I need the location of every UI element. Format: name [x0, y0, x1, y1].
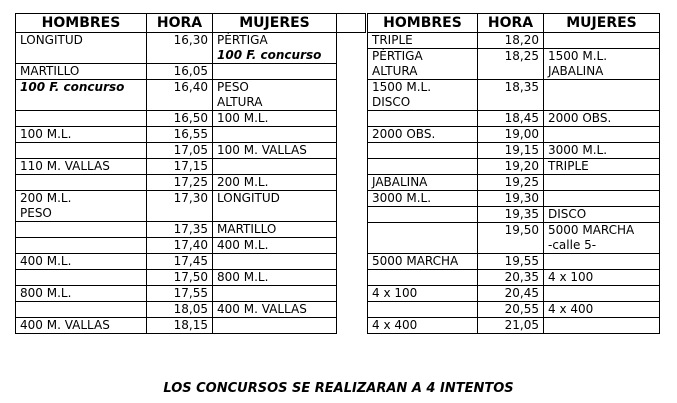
time-cell: 16,50 [147, 111, 213, 127]
time-cell: 18,20 [478, 33, 544, 49]
women-event-cell: 400 M.L. [213, 238, 337, 254]
men-event-cell [16, 143, 147, 159]
time-cell: 18,45 [478, 111, 544, 127]
table-row [368, 191, 660, 207]
time-cell: 18,35 [478, 80, 544, 111]
table-row [16, 80, 337, 111]
men-event-cell [368, 302, 478, 318]
women-event-cell: DISCO [544, 207, 660, 223]
table-row [368, 175, 660, 191]
women-event-cell: 200 M.L. [213, 175, 337, 191]
schedule-table-left [15, 13, 337, 334]
table-row [16, 143, 337, 159]
men-event-cell [368, 143, 478, 159]
women-event-cell [544, 127, 660, 143]
time-cell: 19,35 [478, 207, 544, 223]
time-cell: 17,15 [147, 159, 213, 175]
schedule-table-right [367, 13, 660, 334]
men-event-cell: 1500 M.L. DISCO [368, 80, 478, 111]
women-event-cell: MARTILLO [213, 222, 337, 238]
time-cell: 17,25 [147, 175, 213, 191]
men-event-cell [368, 159, 478, 175]
schedule-body-left [16, 33, 337, 334]
table-row [368, 80, 660, 111]
time-cell: 20,45 [478, 286, 544, 302]
men-event-cell: 400 M. VALLAS [16, 318, 147, 334]
men-event-cell: 100 F. concurso [16, 80, 147, 111]
men-event-cell [16, 238, 147, 254]
time-cell: 17,30 [147, 191, 213, 222]
header-women: MUJERES [544, 14, 660, 33]
men-event-cell: JABALINA [368, 175, 478, 191]
time-cell: 18,05 [147, 302, 213, 318]
men-event-cell [16, 222, 147, 238]
table-row [16, 191, 337, 222]
men-event-cell: 3000 M.L. [368, 191, 478, 207]
men-event-cell: 5000 MARCHA [368, 254, 478, 270]
women-event-cell [544, 191, 660, 207]
women-event-cell: 1500 M.L. JABALINA [544, 49, 660, 80]
table-row [16, 270, 337, 286]
time-cell: 17,55 [147, 286, 213, 302]
table-row [16, 175, 337, 191]
men-event-cell [16, 302, 147, 318]
header-women: MUJERES [213, 14, 337, 33]
women-event-cell: 800 M.L. [213, 270, 337, 286]
women-event-cell [544, 254, 660, 270]
time-cell: 18,15 [147, 318, 213, 334]
women-event-cell [544, 286, 660, 302]
table-row [368, 127, 660, 143]
men-event-cell: 110 M. VALLAS [16, 159, 147, 175]
men-event-cell: MARTILLO [16, 64, 147, 80]
header-time: HORA [478, 14, 544, 33]
men-event-cell: TRIPLE [368, 33, 478, 49]
table-row [368, 286, 660, 302]
time-cell: 19,25 [478, 175, 544, 191]
table-row [368, 33, 660, 49]
table-row [368, 302, 660, 318]
women-event-cell: 5000 MARCHA -calle 5- [544, 223, 660, 254]
time-cell: 17,05 [147, 143, 213, 159]
men-event-cell [368, 111, 478, 127]
women-event-cell: LONGITUD [213, 191, 337, 222]
women-event-cell: PESO ALTURA [213, 80, 337, 111]
time-cell: 17,50 [147, 270, 213, 286]
women-event-cell [213, 127, 337, 143]
header-men: HOMBRES [368, 14, 478, 33]
men-event-cell [16, 175, 147, 191]
header-row [16, 14, 337, 33]
women-event-cell [213, 254, 337, 270]
men-event-cell: 200 M.L. PESO [16, 191, 147, 222]
women-event-cell: 400 M. VALLAS [213, 302, 337, 318]
time-cell: 17,40 [147, 238, 213, 254]
women-event-cell [544, 80, 660, 111]
men-event-cell: LONGITUD [16, 33, 147, 64]
time-cell: 21,05 [478, 318, 544, 334]
table-row [16, 64, 337, 80]
men-event-cell: 400 M.L. [16, 254, 147, 270]
table-row [368, 318, 660, 334]
schedule-body-right [368, 33, 660, 334]
table-row [368, 254, 660, 270]
time-cell: 19,00 [478, 127, 544, 143]
men-event-cell: 100 M.L. [16, 127, 147, 143]
table-row [16, 111, 337, 127]
table-gap-cell [336, 13, 366, 33]
women-event-cell [213, 33, 337, 64]
men-event-cell: 2000 OBS. [368, 127, 478, 143]
table-row [368, 207, 660, 223]
header-time: HORA [147, 14, 213, 33]
table-row [16, 286, 337, 302]
women-event-cell [213, 286, 337, 302]
women-event-cell: 100 M.L. [213, 111, 337, 127]
men-event-cell [368, 207, 478, 223]
time-cell: 19,55 [478, 254, 544, 270]
time-cell: 16,55 [147, 127, 213, 143]
table-row [368, 49, 660, 80]
men-event-cell: 800 M.L. [16, 286, 147, 302]
women-event-cell: 4 x 400 [544, 302, 660, 318]
table-row [16, 302, 337, 318]
men-event-cell: 4 x 100 [368, 286, 478, 302]
header-men: HOMBRES [16, 14, 147, 33]
women-event-extra-text: 100 F. concurso [217, 48, 322, 62]
time-cell: 18,25 [478, 49, 544, 80]
women-event-cell [544, 33, 660, 49]
women-event-cell [544, 318, 660, 334]
men-event-cell [368, 223, 478, 254]
time-cell: 20,35 [478, 270, 544, 286]
time-cell: 16,05 [147, 64, 213, 80]
time-cell: 16,30 [147, 33, 213, 64]
women-event-cell [213, 159, 337, 175]
table-row [16, 222, 337, 238]
men-event-cell: PÉRTIGA ALTURA [368, 49, 478, 80]
time-cell: 16,40 [147, 80, 213, 111]
time-cell: 19,20 [478, 159, 544, 175]
women-event-cell: 4 x 100 [544, 270, 660, 286]
table-row [16, 159, 337, 175]
table-row [368, 270, 660, 286]
table-row [368, 223, 660, 254]
header-row [368, 14, 660, 33]
time-cell: 17,35 [147, 222, 213, 238]
table-row [16, 127, 337, 143]
time-cell: 19,15 [478, 143, 544, 159]
men-event-cell [16, 270, 147, 286]
women-event-text: PÉRTIGA [217, 33, 268, 47]
table-row [16, 238, 337, 254]
women-event-cell [213, 318, 337, 334]
table-row [16, 318, 337, 334]
women-event-cell: 2000 OBS. [544, 111, 660, 127]
women-event-cell: 3000 M.L. [544, 143, 660, 159]
women-event-cell [544, 175, 660, 191]
women-event-cell: 100 M. VALLAS [213, 143, 337, 159]
table-row [368, 143, 660, 159]
women-event-cell: TRIPLE [544, 159, 660, 175]
women-event-cell [213, 64, 337, 80]
table-row [16, 254, 337, 270]
men-event-cell: 4 x 400 [368, 318, 478, 334]
table-row [16, 33, 337, 64]
time-cell: 19,30 [478, 191, 544, 207]
time-cell: 19,50 [478, 223, 544, 254]
men-event-cell [16, 111, 147, 127]
time-cell: 17,45 [147, 254, 213, 270]
footer-note: LOS CONCURSOS SE REALIZARAN A 4 INTENTOS [163, 381, 514, 396]
table-row [368, 159, 660, 175]
time-cell: 20,55 [478, 302, 544, 318]
men-event-cell [368, 270, 478, 286]
table-row [368, 111, 660, 127]
